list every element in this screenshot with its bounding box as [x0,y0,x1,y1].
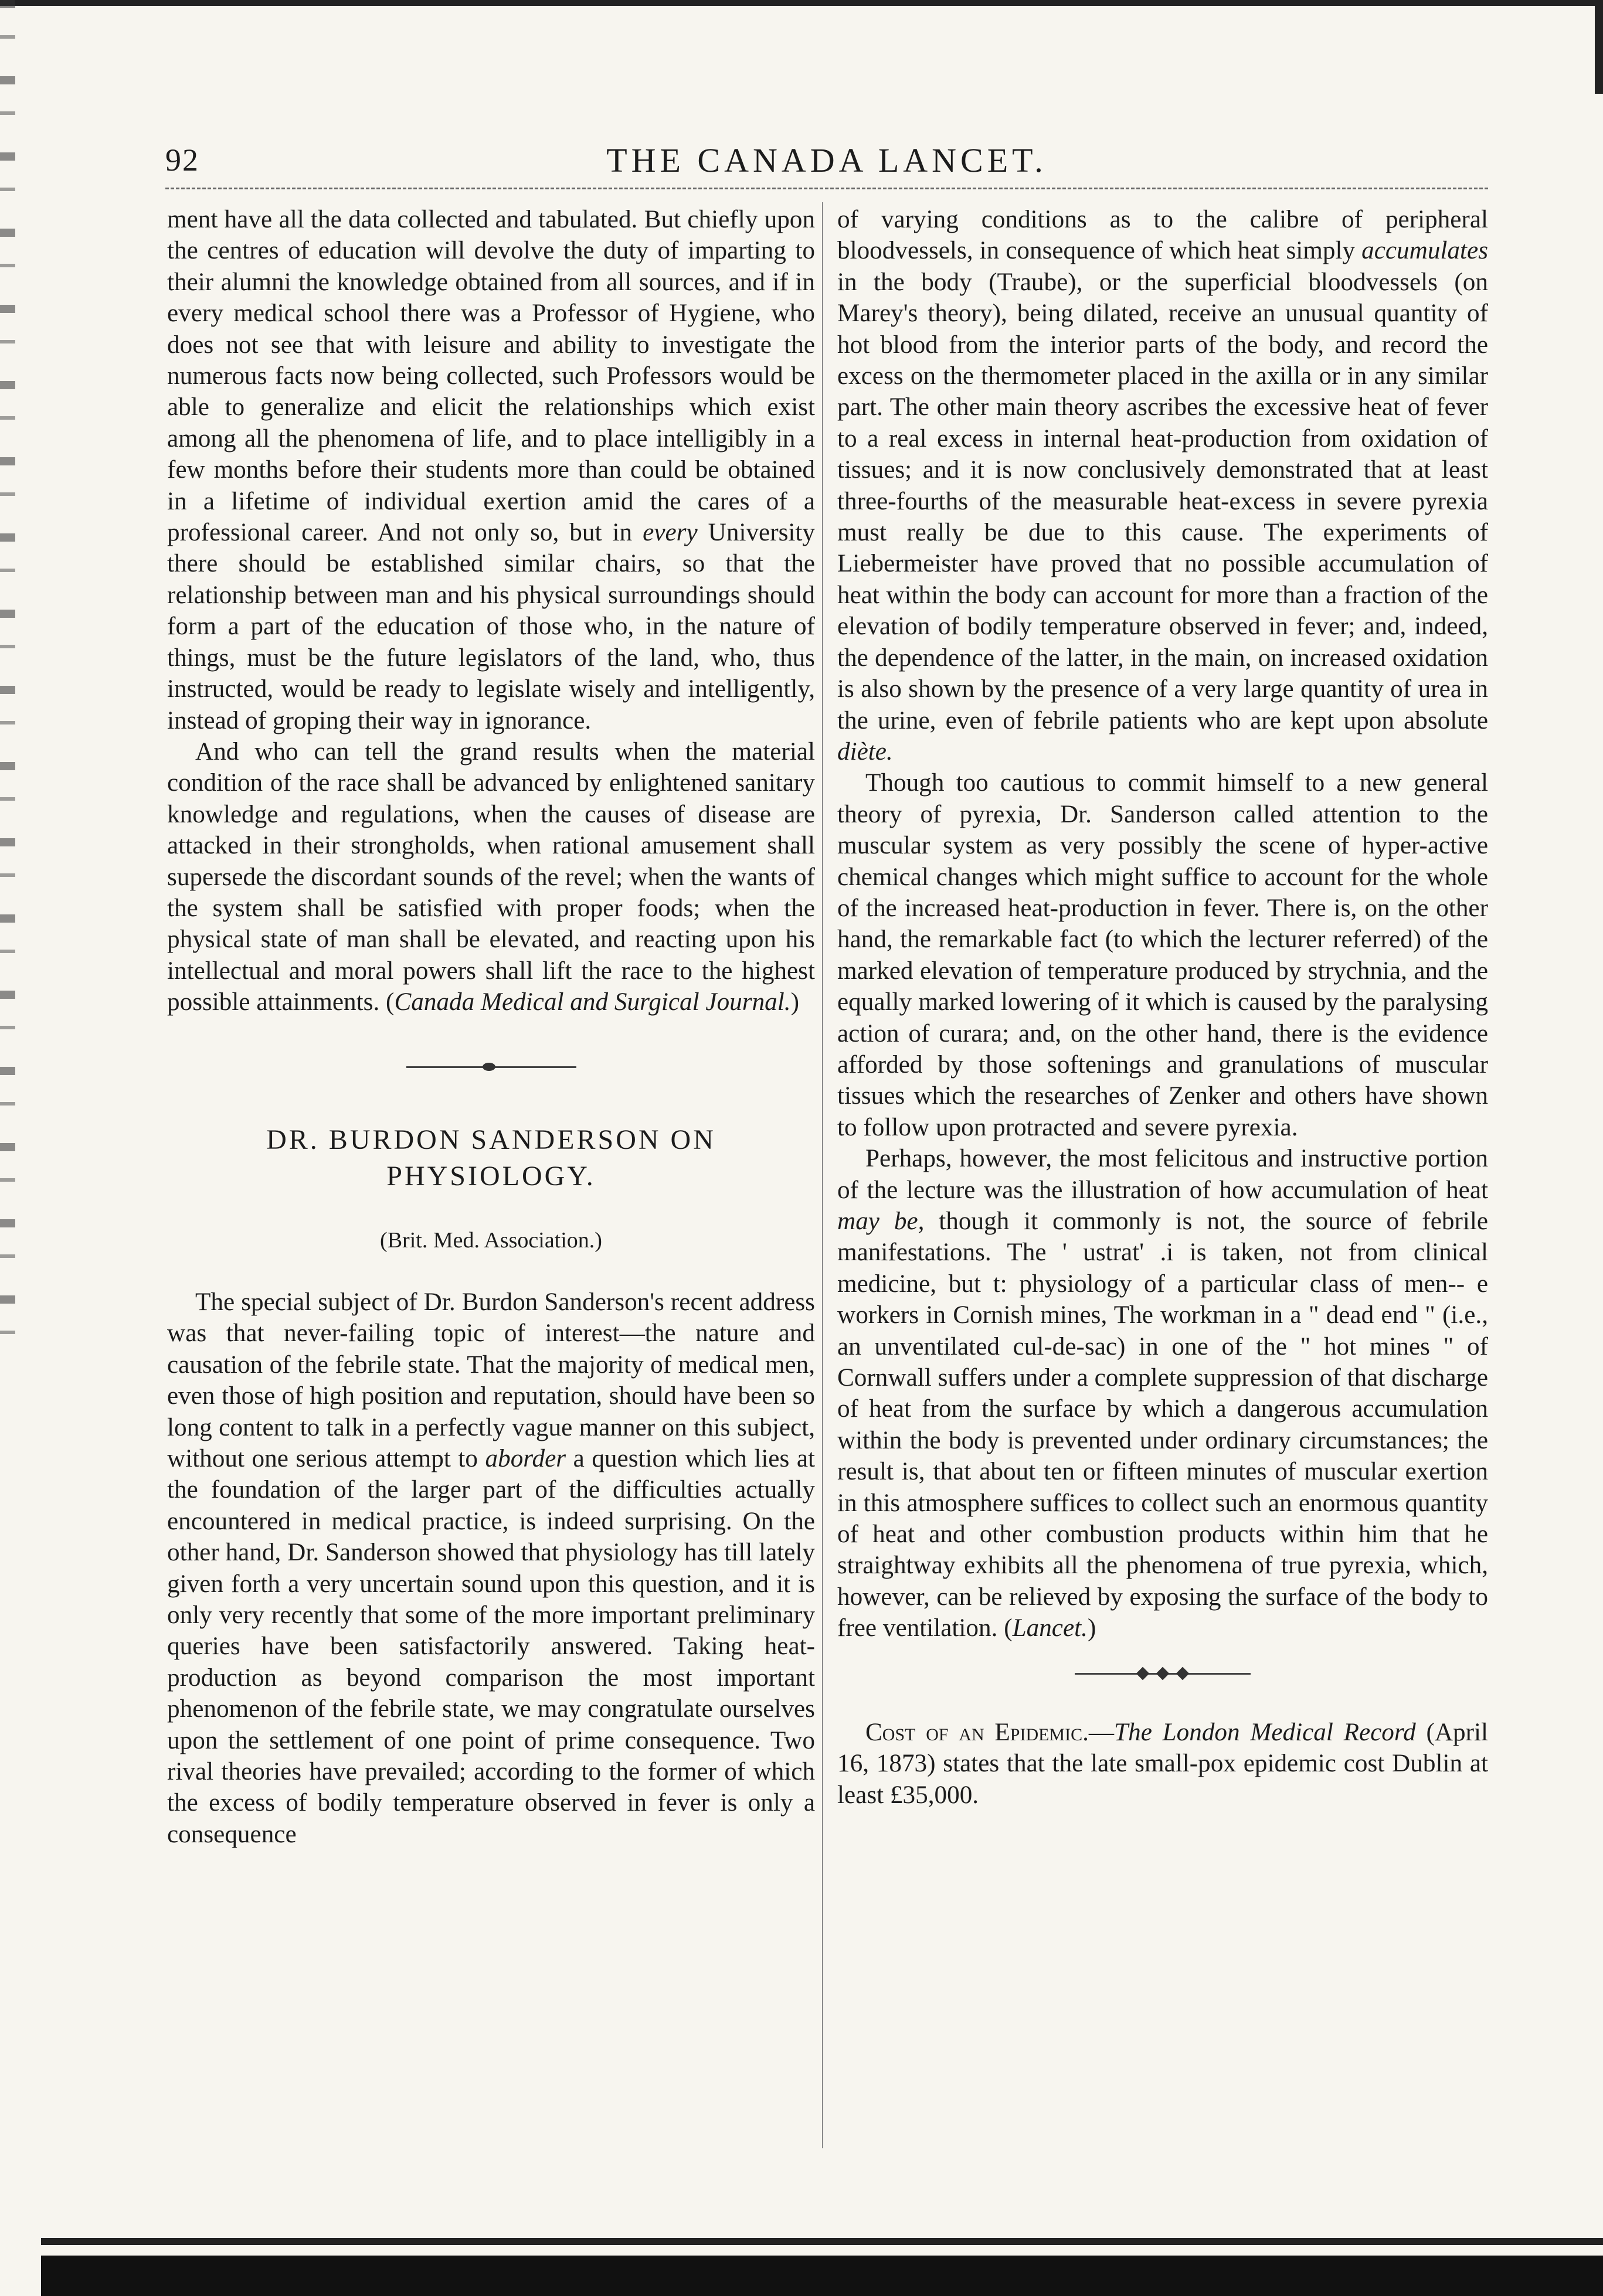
paragraph-text: Perhaps, however, the most felicitous and instructive portion of the lecture was the illustration of how accumulation of heat [837,1145,1488,1204]
article-title-line: PHYSIOLOGY. [386,1160,596,1192]
paragraph-cost-of-epidemic [837,1717,1488,1811]
ornament-diamond [1156,1666,1170,1680]
spacer [837,1679,1488,1717]
paragraph-hygiene-education [167,204,815,736]
paragraph-text: (April 16, 1873) states that the late small-pox epidemic cost Dublin at least £35,000. [837,1718,1488,1809]
scan-bottom-edge [41,2222,1603,2296]
paragraph-text: ment have all the data collected and tabulated. But chiefly upon the centres of education will devolve the duty of imparting to their alumni the knowledge obtained from all sources, and if in every medical school there was a Professor of Hygiene, who does not see that with leisure and ability to investigate the numerous facts now being collected, such Professors would be able to generalize and elicit the relationships which exist among all the phenomena of life, and to place intelligibly in a few months before their students more than could be obtained in a lifetime of individual exertion amid the cares of a professional career. And not only so, but in [167,206,815,547]
emphasis-text: every [643,519,698,547]
paragraph-febrile-state [167,1287,815,1850]
paragraph-grand-results [167,736,815,1018]
emphasis-text: diète. [837,737,893,766]
scan-right-edge [1595,0,1603,94]
separator-dot [483,1063,495,1071]
article-source: (Brit. Med. Association.) [380,1227,602,1253]
emphasis-text: aborder [485,1445,566,1472]
section-ornament [1075,1668,1251,1679]
emphasis-text: may be, [837,1207,925,1235]
page-header [165,130,1488,183]
right-column [837,204,1488,1811]
paragraph-text: though it commonly is not, the source of febrile manifestations. The ' ustrat' .i is taken, not from clinical medicine, but t: physiology of a particular class of men-- e workers in Cornish mines, The workman in a " dead end " (i.e., an unventilated cul-de-sac) in one of the " hot mines " of Cornwall suffers under a complete suppression of that discharge of heat from the surface by which a dangerous accumulation within the body is prevented under ordinary circumstances; the result is, that about ten or fifteen minutes of muscular exertion in this atmosphere suffices to collect such an enormous quantity of heat and other combustion products within him that he straightway exhibits all the phenomena of true pyrexia, which, however, can be relieved by exposing the surface of the body to free ventilation. ( [837,1207,1489,1642]
paragraph-text: The special subject of Dr. Burdon Sanderson's recent address was that never-failing topic of interest—the nature and causation of the febrile state. That the majority of medical men, even those of high position and reputation, should have been so long content to talk in a perfectly vague manner on this subject, without one serious attempt to [167,1288,815,1472]
emphasis-text: accumulates [1361,237,1488,265]
paragraph-cornish-mines [837,1143,1488,1644]
item-heading: Cost of an Epidemic. [865,1718,1089,1746]
left-column [167,204,815,1850]
paragraph-text: Though too cautious to commit himself to a new general theory of pyrexia, Dr. Sanderson called attention to the muscular system as very possibly the scene of hyper-active chemical changes which might suffice to account for the whole of the increased heat-production in fever. There is, on the other hand, the remarkable fact (to which the lecturer referred) of the marked elevation of temperature produced by strychnia, and the equally marked lowering of it which is caused by the paralysing action of curara; and, on the other hand, there is the evidence afforded by those softenings and granulations of muscular tissues which the researches of Zenker and others have shown to follow upon protracted and severe pyrexia. [837,769,1488,1141]
paragraph-theories [837,204,1488,767]
paragraph-text: University there should be established similar chairs, so that the relationship between man and his physical surroundings should form a part of the education of those who, in the nature of things, must be the future legislators of the land, who, thus instructed, would be ready to legislate wisely and intelligently, instead of groping their way in ignorance. [167,519,815,734]
journal-title: THE CANADA LANCET. [606,141,1047,179]
paragraph-text: And who can tell the grand results when the material condition of the race shall be advanced by enlightened sanitary knowledge and regulations, when the causes of disease are attacked in their strongholds, when rational amusement shall supersede the discordant sounds of the revel; when the wants of the system shall be satisfied with proper foods; when the physical state of man shall be elevated, and reacting upon his intellectual and moral powers shall lift the race to the highest possible attainments. ( [167,737,815,1016]
citation-source: The London Medical Record [1114,1718,1416,1746]
ornament-diamond [1136,1666,1150,1680]
paragraph-text: of varying conditions as to the calibre of peripheral bloodvessels, in consequence of which heat simply [837,206,1488,265]
paragraph-text: ) [1087,1614,1096,1642]
ornament-diamond [1176,1666,1190,1680]
page-number: 92 [165,142,199,178]
paragraph-text: in the body (Traube), or the superficial bloodvessels (on Marey's theory), being dilated, receive an unusual quantity of hot blood from the interior parts of the body, and record the excess on the thermometer placed in the axilla or in any similar part. The other main theory ascribes the excessive heat of fever to a real excess in internal heat-production from oxidation of tissues; and it is now conclusively demonstrated that at least three-fourths of the measurable heat-excess in severe pyrexia must really be due to this cause. The experiments of Liebermeister have proved that no possible accumulation of heat within the body can account for more than a fraction of the elevation of bodily temperature observed in fever; and, indeed, the dependence of the latter, in the main, on increased oxidation is also shown by the presence of a very large quantity of urea in the urine, even of febrile patients who are kept upon absolute [837,268,1488,734]
paragraph-text: a question which lies at the foundation of the larger part of the difficulties actually encountered in medical practice, is indeed surprising. On the other hand, Dr. Sanderson showed that physiology has till lately given forth a very uncertain sound upon this question, and it is only very recently that some of the more important preliminary queries have been satisfactorily answered. Taking heat-production as beyond comparison the most important phenomenon of the febrile state, we may congratulate ourselves upon the settlement of one point of prime consequence. Two rival theories have prevailed; according to the former of which the excess of bodily temperature observed in fever is only a consequence [167,1445,815,1848]
article-title [167,1122,815,1195]
column-divider [822,202,823,2148]
citation-source: Canada Medical and Surgical Journal. [394,988,791,1016]
paragraph-text: — [1088,1718,1115,1746]
header-rule [165,188,1488,189]
citation-source: Lancet. [1012,1614,1088,1642]
scan-left-edge [0,0,15,1348]
article-title-line: DR. BURDON SANDERSON ON [266,1124,716,1155]
paragraph-muscular-system [837,767,1488,1143]
section-separator [406,1066,576,1068]
paragraph-text: ) [790,988,799,1016]
scan-top-edge [0,0,1603,6]
